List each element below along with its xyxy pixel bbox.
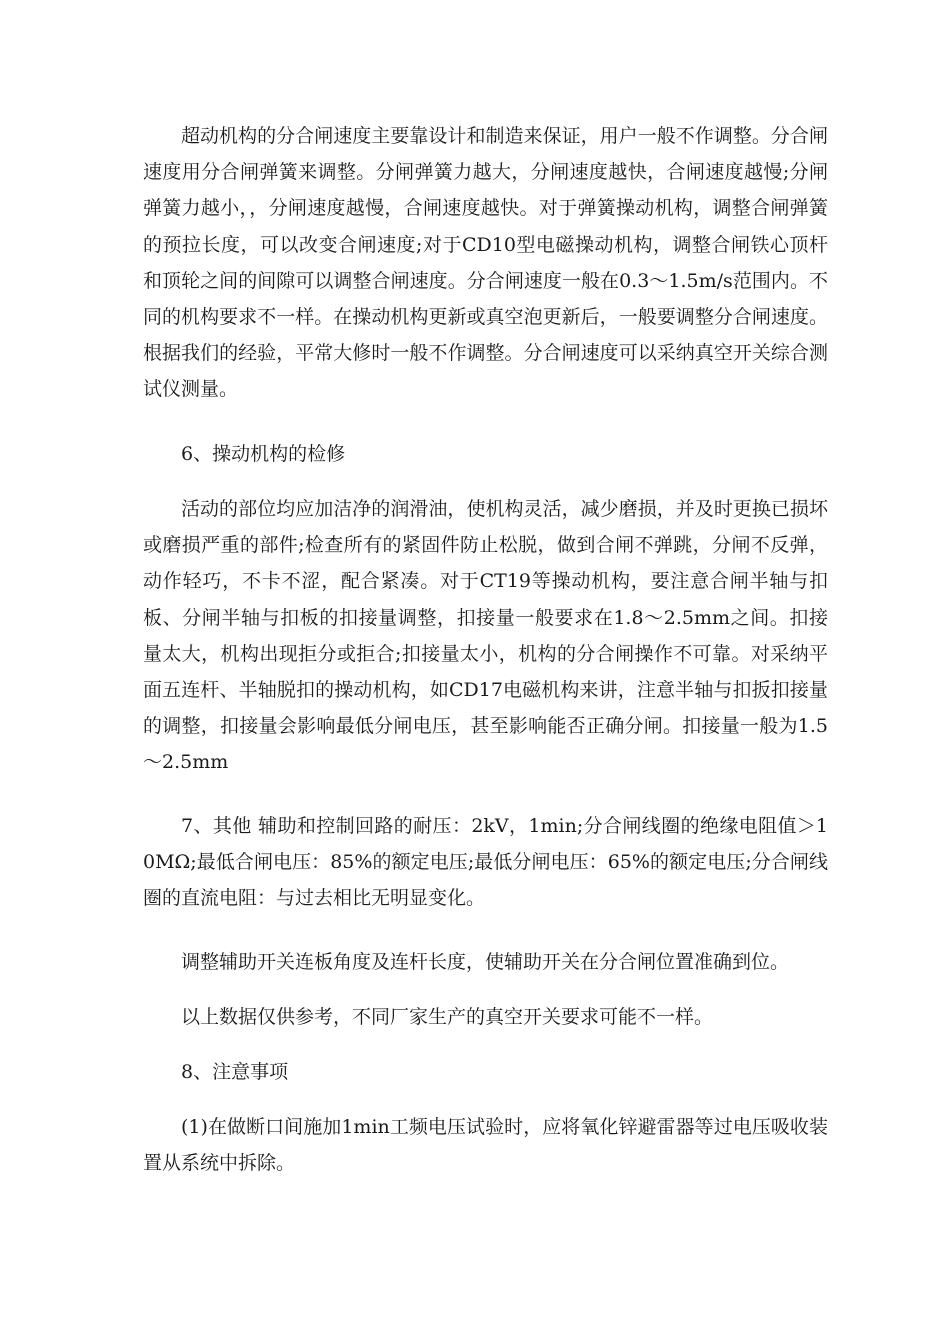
paragraph-reference-note: 以上数据仅供参考，不同厂家生产的真空开关要求可能不一样。 bbox=[181, 1006, 714, 1028]
paragraph-other-requirements: 7、其他 辅助和控制回路的耐压：2kV，1min;分合闸线圈的绝缘电阻值＞10MΩ;最低合闸电压：85%的额定电压;最低分闸电压：65%的额定电压;分合闸线圈的直流电阻：与过去相比无明显变化。 bbox=[143, 815, 828, 910]
paragraph-precaution-1: (1)在做断口间施加1min工频电压试验时，应将氧化锌避雷器等过电压吸收装置从系统中拆除。 bbox=[143, 1116, 828, 1175]
paragraph-opening-closing-speed: 超动机构的分合闸速度主要靠设计和制造来保证，用户一般不作调整。分合闸速度用分合闸弹簧来调整。分闸弹簧力越大，分闸速度越快，合闸速度越慢;分闸弹簧力越小，，分闸速度越慢，合闸速度越快。对于弹簧操动机构，调整合闸弹簧的预拉长度，可以改变合闸速度;对于CD10型电磁操动机构，调整合闸铁心顶杆和顶轮之间的间隙可以调整合闸速度。分合闸速度一般在0.3～1.5m/s范围内。不同的机构要求不一样。在操动机构更新或真空泡更新后，一般要调整分合闸速度。根据我们的经验，平常大修时一般不作调整。分合闸速度可以采纳真空开关综合测试仪测量。 bbox=[143, 125, 828, 401]
section-heading-precautions: 8、注意事项 bbox=[181, 1061, 289, 1083]
section-heading-mechanism-maintenance: 6、操动机构的检修 bbox=[181, 443, 346, 465]
paragraph-auxiliary-switch: 调整辅助开关连板角度及连杆长度，使辅助开关在分合闸位置准确到位。 bbox=[181, 951, 790, 973]
paragraph-mechanism-maintenance: 活动的部位均应加洁净的润滑油，使机构灵活，减少磨损，并及时更换已损坏或磨损严重的部件;检查所有的紧固件防止松脱，做到合闸不弹跳，分闸不反弹，动作轻巧，不卡不涩，配合紧凑。对于CT19等操动机构，要注意合闸半轴与扣板、分闸半轴与扣板的扣接量调整，扣接量一般要求在1.8～2.5mm之间。扣接量太大，机构出现拒分或拒合;扣接量太小，机构的分合闸操作不可靠。对采纳平面五连杆、半轴脱扣的操动机构，如CD17电磁机构来讲，注意半轴与扣扳扣接量的调整，扣接量会影响最低分闸电压，甚至影响能否正确分闸。扣接量一般为1.5～2.5mm bbox=[143, 498, 828, 774]
